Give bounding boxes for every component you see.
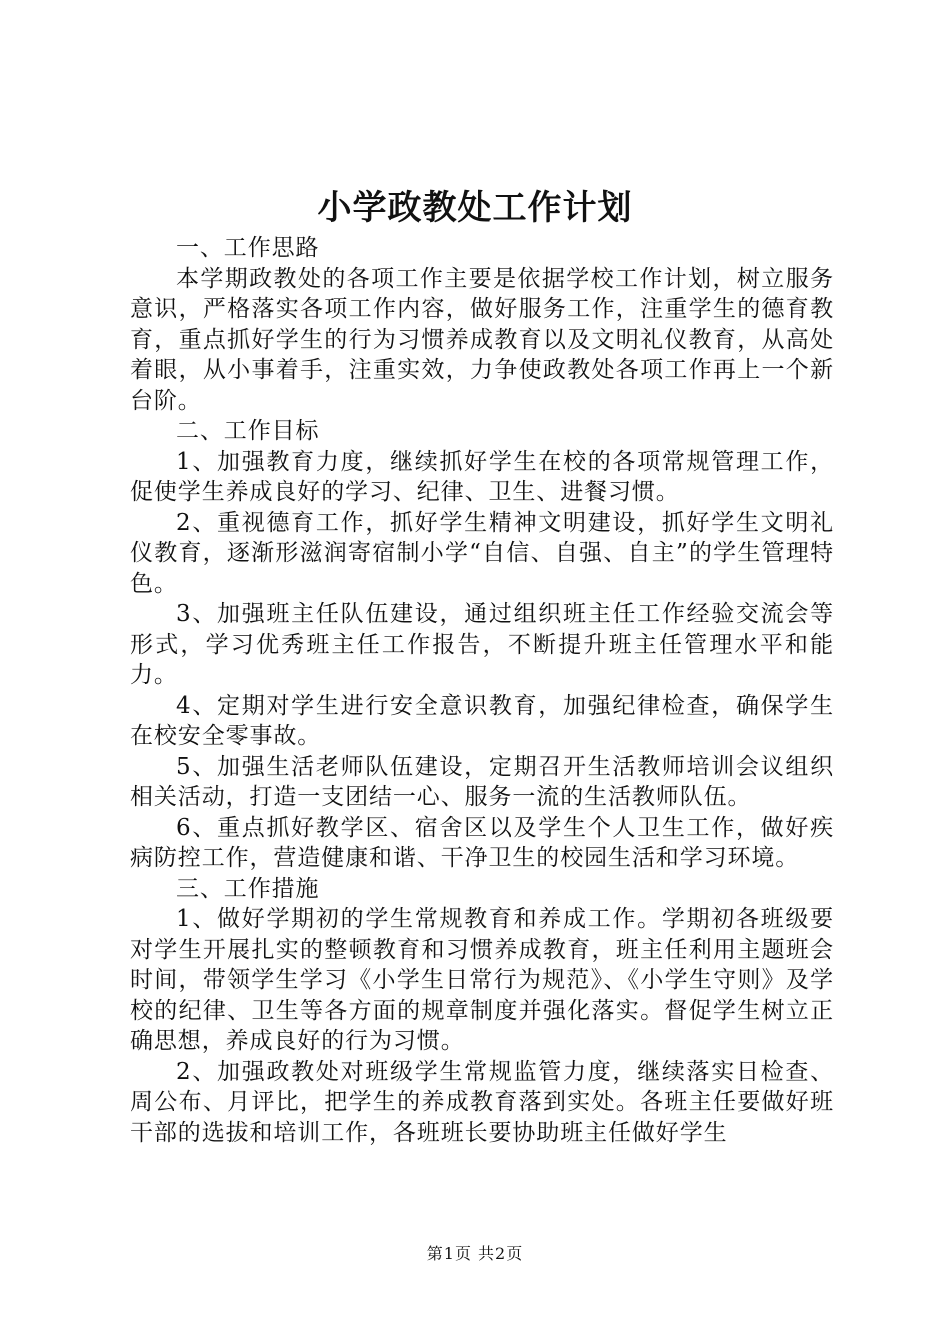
list-item: 4、定期对学生进行安全意识教育，加强纪律检查，确保学生在校安全零事故。 — [130, 692, 834, 749]
list-item: 2、重视德育工作，抓好学生精神文明建设，抓好学生文明礼仪教育，逐渐形滋润寄宿制小学“自信、自强、自主”的学生管理特色。 — [130, 509, 834, 597]
document-body — [130, 233, 834, 1148]
list-item: 1、做好学期初的学生常规教育和养成工作。学期初各班级要对学生开展扎实的整顿教育和习惯养成教育，班主任利用主题班会时间，带领学生学习《小学生日常行为规范》、《小学生守则》及学校的纪律、卫生等各方面的规章制度并强化落实。督促学生树立正确思想，养成良好的行为习惯。 — [130, 906, 834, 1054]
section-heading: 一、工作思路 — [176, 235, 320, 261]
list-item: 6、重点抓好教学区、宿舍区以及学生个人卫生工作，做好疾病防控工作，营造健康和谐、干净卫生的校园生活和学习环境。 — [130, 814, 834, 871]
list-item: 2、加强政教处对班级学生常规监管力度，继续落实日检查、周公布、月评比，把学生的养成教育落到实处。各班主任要做好班干部的选拔和培训工作，各班班长要协助班主任做好学生 — [130, 1058, 834, 1146]
body-paragraph: 本学期政教处的各项工作主要是依据学校工作计划，树立服务意识，严格落实各项工作内容，做好服务工作，注重学生的德育教育，重点抓好学生的行为习惯养成教育以及文明礼仪教育，从高处着眼，从小事着手，注重实效，力争使政教处各项工作再上一个新台阶。 — [130, 265, 834, 414]
section-heading: 三、工作措施 — [176, 875, 320, 902]
list-item: 1、加强教育力度，继续抓好学生在校的各项常规管理工作，促使学生养成良好的学习、纪律、卫生、进餐习惯。 — [130, 448, 834, 505]
list-item: 3、加强班主任队伍建设，通过组织班主任工作经验交流会等形式，学习优秀班主任工作报告，不断提升班主任管理水平和能力。 — [130, 601, 834, 688]
document-title: 小学政教处工作计划 — [317, 188, 633, 228]
page-footer: 第1页 共2页 — [426, 1244, 524, 1263]
section-heading: 二、工作目标 — [176, 418, 320, 444]
list-item: 5、加强生活老师队伍建设，定期召开生活教师培训会议组织相关活动，打造一支团结一心、服务一流的生活教师队伍。 — [130, 753, 834, 810]
